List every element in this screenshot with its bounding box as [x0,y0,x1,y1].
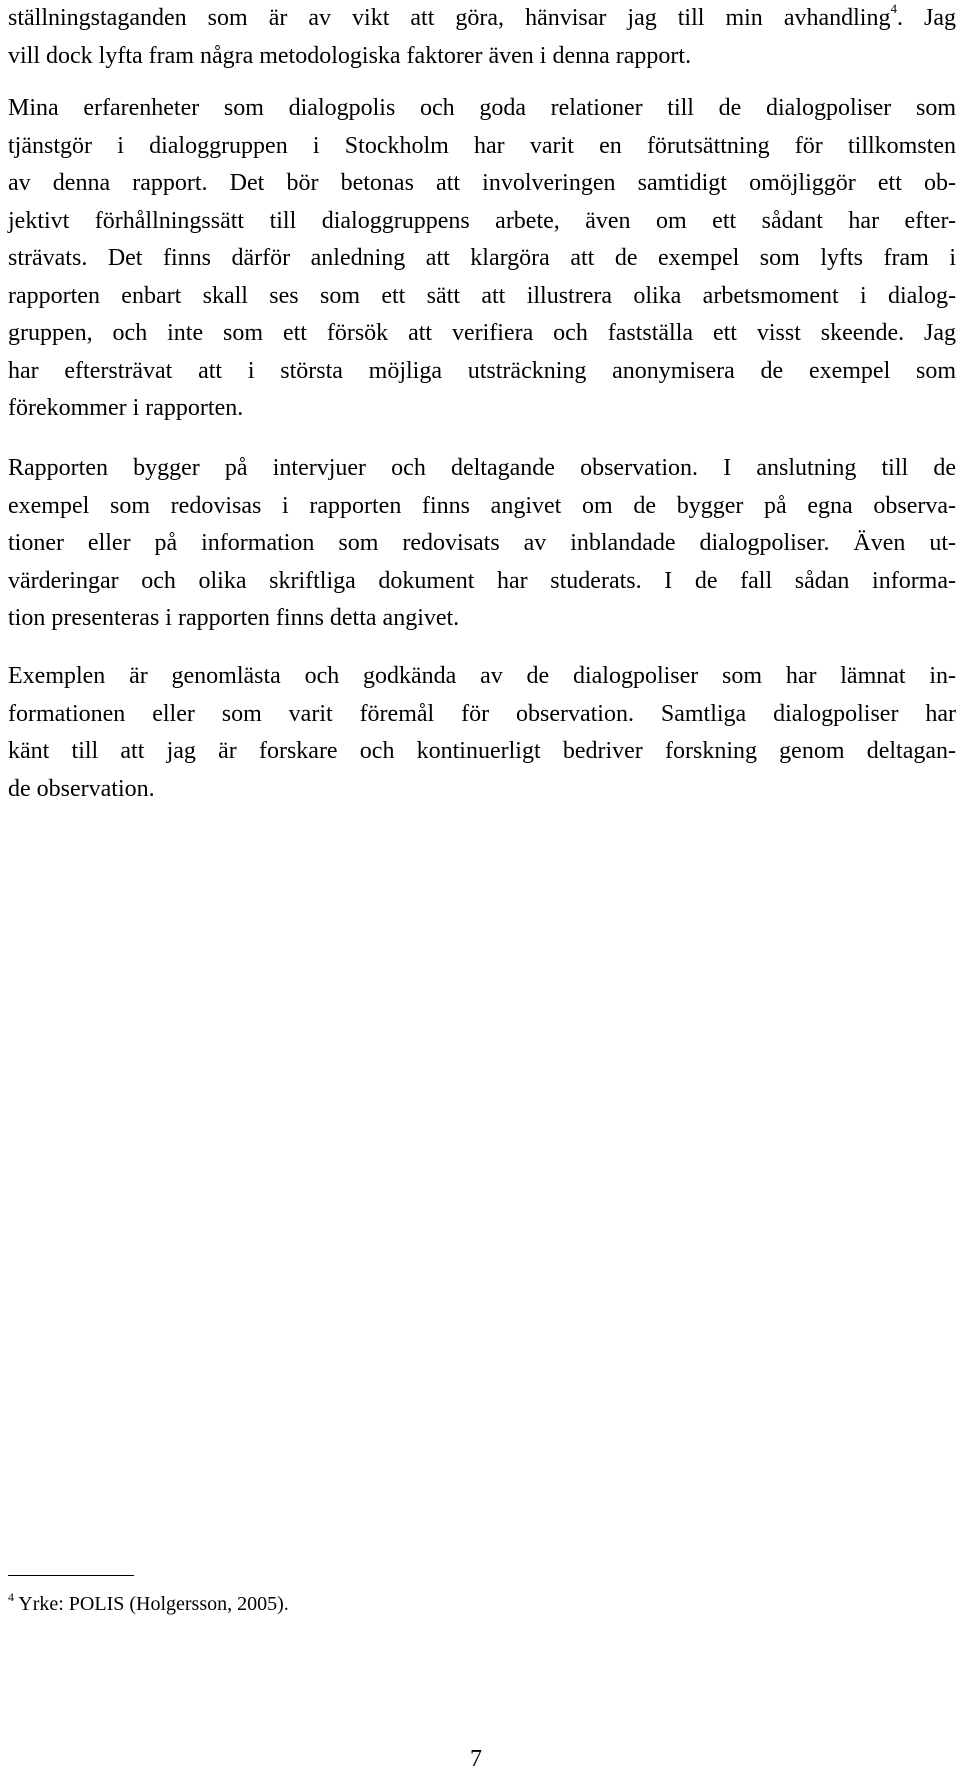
text-line: känt till att jag är forskare och kontinuerligt bedriver forskning genom deltagan- [8,738,956,764]
text-line: rapporten enbart skall ses som ett sätt att illustrera olika arbetsmoment i dialog- [8,282,956,309]
text-line: tjänstgör i dialoggruppen i Stockholm har varit en förutsättning för tillkomsten [8,132,956,159]
footnote [8,1592,289,1616]
text-line: formationen eller som varit föremål för observation. Samtliga dialogpoliser har [8,700,956,727]
text-line: av denna rapport. Det bör betonas att involveringen samtidigt omöjliggör ett ob- [8,170,956,196]
text-line: Rapporten bygger på intervjuer och deltagande observation. I anslutning till de [8,455,956,481]
text-line: gruppen, och inte som ett försök att verifiera och fastställa ett visst skeende. Jag [8,320,956,346]
text-line: ställningstaganden som är av vikt att göra, hänvisar jag till min avhandling$^4$. Jag [8,1,956,31]
page-number: 7 [470,1746,482,1772]
text-line: har eftersträvat att i största möjliga utsträckning anonymisera de exempel som [8,357,956,384]
text-line: förekommer i rapporten. [8,395,244,421]
text-line: Exemplen är genomlästa och godkända av de dialogpoliser som har lämnat in- [8,663,956,689]
footnote-separator [8,1575,134,1576]
text-line: strävats. Det finns därför anledning att klargöra att de exempel som lyfts fram i [8,245,956,271]
paragraph-approval [8,658,956,808]
text-line: de observation. [8,775,155,802]
text-line: jektivt förhållningssätt till dialoggruppens arbete, även om ett sådant har efter- [8,207,956,234]
text-line: exempel som redovisas i rapporten finns angivet om de bygger på egna observa- [8,492,956,519]
footnote-text: Yrke: POLIS (Holgersson, 2005). [14,1593,289,1615]
text-line: tioner eller på information som redovisats av inblandade dialogpoliser. Även ut- [8,530,956,556]
text-line: vill dock lyfta fram några metodologiska faktorer även i denna rapport. [8,42,692,69]
text-line: värderingar och olika skriftliga dokument har studerats. I de fall sådan informa- [8,567,956,594]
paragraph-method [8,450,956,638]
footnote-reference[interactable]: 4 [890,1,897,16]
text-line: Mina erfarenheter som dialogpolis och goda relationer till de dialogpoliser som [8,95,956,121]
paragraph-experience [8,90,956,428]
paragraph-intro [8,0,956,75]
text-line: tion presenteras i rapporten finns detta angivet. [8,605,460,631]
footnote-number: 4 [8,1590,14,1604]
